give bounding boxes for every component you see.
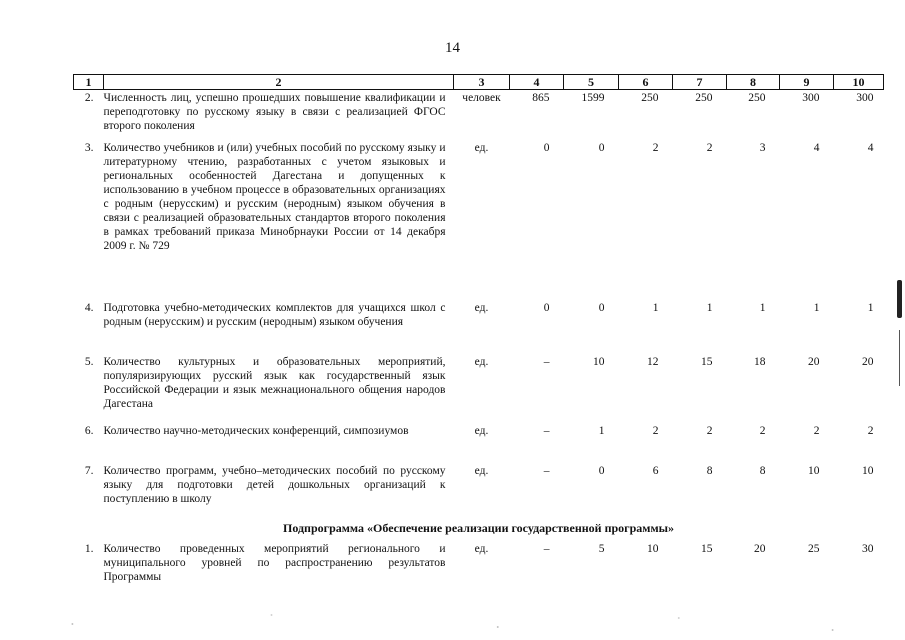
- value-cell: –: [543, 355, 550, 368]
- value-cell: 15: [701, 542, 713, 555]
- scan-margin-line: [899, 330, 900, 386]
- indicator-description: Численность лиц, успешно прошедших повышение квалификации и переподготовку по русскому языку в связи с реализацией ФГОС второго поколения: [103, 92, 446, 132]
- row-number: 3.: [84, 141, 94, 154]
- row-number: 7.: [84, 464, 94, 477]
- value-cell: –: [543, 464, 550, 477]
- table-header-row: [74, 75, 884, 90]
- scan-noise: [0, 606, 905, 636]
- value-cell: 2: [759, 424, 766, 437]
- value-cell: 1: [867, 301, 874, 314]
- value-cell: 865: [532, 92, 550, 104]
- indicator-description: Количество учебников и (или) учебных пособий по русскому языку и литературному чтению, разработанных с учетом языковых и региональных особенностей Дагестана и допущенных к использованию в учебном процессе в образовательных организациях с родным (нерусским) и русским (неродным) языком обучения в связи с реализацией образовательных стандартов второго поколения в рамках требований приказа Минобрнауки России от 14 декабря 2009 г. № 729: [103, 141, 446, 252]
- value-cell: 10: [862, 464, 874, 477]
- column-header: 4: [510, 75, 564, 90]
- value-cell: 8: [759, 464, 766, 477]
- value-cell: 18: [754, 355, 766, 368]
- value-cell: 20: [862, 355, 874, 368]
- row-number: 2.: [84, 92, 94, 104]
- value-cell: 0: [598, 141, 605, 154]
- indicator-description: Подготовка учебно-методических комплектов для учащихся школ с родным (нерусским) и русским (неродным) языком обучения: [103, 301, 446, 328]
- value-cell: 10: [647, 542, 659, 555]
- indicator-description: Количество программ, учебно–методических пособий по русскому языку для подготовки детей дошкольных организаций к поступлению в школу: [103, 464, 446, 505]
- value-cell: 0: [543, 141, 550, 154]
- unit-cell: человек: [462, 92, 501, 104]
- unit-cell: ед.: [474, 542, 489, 555]
- row-number: 1.: [84, 542, 94, 555]
- value-cell: 1: [813, 301, 820, 314]
- indicator-description: Количество научно-методических конференций, симпозиумов: [103, 424, 409, 437]
- value-cell: 20: [808, 355, 820, 368]
- value-cell: 30: [862, 542, 874, 555]
- value-cell: –: [543, 542, 550, 555]
- value-cell: 2: [813, 424, 820, 437]
- unit-cell: ед.: [474, 355, 489, 368]
- value-cell: 20: [754, 542, 766, 555]
- value-cell: 300: [856, 92, 874, 104]
- value-cell: 1: [706, 301, 713, 314]
- column-header: 1: [74, 75, 104, 90]
- column-header: 8: [727, 75, 780, 90]
- value-cell: 25: [808, 542, 820, 555]
- table-row: [74, 140, 884, 300]
- value-cell: 1: [652, 301, 659, 314]
- value-cell: 5: [598, 542, 605, 555]
- table-row: [74, 90, 884, 140]
- subprogram-title: Подпрограмма «Обеспечение реализации государственной программы»: [282, 520, 675, 535]
- scan-margin-mark: [897, 280, 902, 318]
- column-header: 10: [834, 75, 884, 90]
- unit-cell: ед.: [474, 301, 489, 314]
- value-cell: 10: [593, 355, 605, 368]
- section-row: [74, 515, 884, 541]
- value-cell: 300: [802, 92, 820, 104]
- row-number: 6.: [84, 424, 94, 437]
- value-cell: 12: [647, 355, 659, 368]
- row-number: 5.: [84, 355, 94, 368]
- unit-cell: ед.: [474, 464, 489, 477]
- column-header: 3: [454, 75, 510, 90]
- value-cell: 1: [759, 301, 766, 314]
- table-row: [74, 423, 884, 463]
- column-header: 7: [673, 75, 727, 90]
- column-header: 6: [619, 75, 673, 90]
- indicator-description: Количество культурных и образовательных мероприятий, популяризирующих русский язык как государственный язык Российской Федерации и язык межнационального общения народов Дагестана: [103, 355, 446, 410]
- value-cell: 2: [652, 141, 659, 154]
- value-cell: 10: [808, 464, 820, 477]
- value-cell: 1: [598, 424, 605, 437]
- value-cell: 1599: [581, 92, 605, 104]
- indicators-table: [73, 74, 884, 589]
- value-cell: 250: [641, 92, 659, 104]
- column-header: 5: [564, 75, 619, 90]
- value-cell: 8: [706, 464, 713, 477]
- value-cell: 2: [706, 424, 713, 437]
- indicator-description: Количество проведенных мероприятий регионального и муниципального уровней по распространению результатов Программы: [103, 542, 446, 583]
- value-cell: 2: [706, 141, 713, 154]
- value-cell: 0: [598, 464, 605, 477]
- value-cell: 4: [813, 141, 820, 154]
- value-cell: 6: [652, 464, 659, 477]
- row-number: 4.: [84, 301, 94, 314]
- value-cell: –: [543, 424, 550, 437]
- column-header: 2: [104, 75, 454, 90]
- unit-cell: ед.: [474, 141, 489, 154]
- value-cell: 0: [598, 301, 605, 314]
- value-cell: 3: [759, 141, 766, 154]
- page-number: 14: [445, 40, 460, 56]
- unit-cell: ед.: [474, 424, 489, 437]
- value-cell: 2: [652, 424, 659, 437]
- value-cell: 2: [867, 424, 874, 437]
- column-header: 9: [780, 75, 834, 90]
- value-cell: 0: [543, 301, 550, 314]
- table-row: [74, 463, 884, 515]
- value-cell: 4: [867, 141, 874, 154]
- table-row: [74, 354, 884, 423]
- value-cell: 15: [701, 355, 713, 368]
- table-row: [74, 300, 884, 354]
- table-row: [74, 541, 884, 589]
- value-cell: 250: [695, 92, 713, 104]
- value-cell: 250: [748, 92, 766, 104]
